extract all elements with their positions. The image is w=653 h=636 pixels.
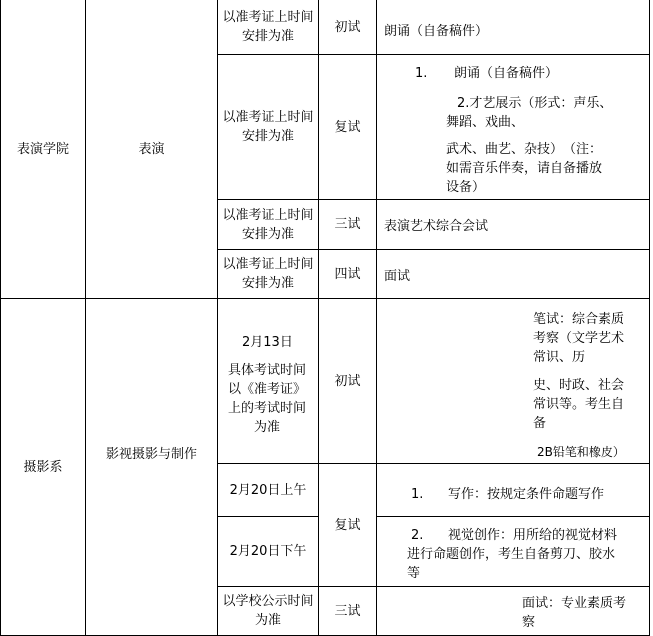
- exam-time: 2月20日下午: [229, 544, 307, 559]
- exam-content: 常识、历: [533, 350, 586, 365]
- college-name: 表演学院: [16, 141, 69, 157]
- time-cell: [218, 200, 318, 249]
- exam-time: 上的考试时间: [228, 401, 307, 416]
- exam-content: 备: [533, 416, 547, 431]
- grid-line: [376, 516, 650, 517]
- exam-time: 以准考证上时间安排为准: [222, 10, 314, 44]
- exam-content: 2B铅笔和橡皮）: [537, 445, 625, 459]
- time-cell: [218, 464, 318, 516]
- exam-content: 进行命题创作，考生自备剪刀、胶水: [407, 547, 616, 562]
- college-cell: [1, 299, 85, 635]
- exam-content: 朗诵（自备稿件）: [454, 66, 559, 81]
- exam-time: 以《准考证》: [228, 382, 307, 397]
- exam-content: 等: [407, 566, 421, 581]
- round-label: 初试: [334, 19, 361, 35]
- exam-content: 朗诵（自备稿件）: [384, 24, 489, 39]
- time-cell: [218, 517, 318, 586]
- exam-content: 考察（文学艺术: [533, 331, 625, 346]
- major-name: 表演: [138, 141, 165, 157]
- exam-content: 写作：按规定条件命题写作: [448, 487, 605, 502]
- round-label: 三试: [334, 217, 361, 232]
- round-cell: [319, 55, 376, 199]
- major-cell: [86, 299, 217, 609]
- item-number: 1.: [411, 487, 424, 502]
- round-label: 复试: [334, 119, 361, 135]
- round-cell: [319, 464, 376, 586]
- exam-content: 武术、曲艺、杂技） （注：: [446, 142, 603, 157]
- exam-content: 察: [522, 615, 536, 630]
- exam-time: 2月20日上午: [229, 482, 307, 498]
- exam-time: 具体考试时间: [228, 363, 307, 378]
- exam-time: 为准: [254, 420, 281, 435]
- time-cell: [218, 55, 318, 199]
- time-cell: [218, 0, 318, 54]
- round-cell: [319, 0, 376, 54]
- exam-time: 以准考证上时间安排为准: [222, 207, 314, 242]
- exam-time: 以准考证上时间安排为准: [222, 110, 314, 144]
- round-label: 初试: [334, 373, 361, 389]
- exam-content: 史、时政、社会: [533, 378, 625, 393]
- exam-content: 舞蹈、戏曲、: [446, 115, 525, 130]
- exam-content: 如需音乐伴奏，请自备播放: [446, 161, 603, 176]
- exam-time: 以准考证上时间安排为准: [222, 257, 314, 291]
- round-label: 复试: [334, 517, 361, 533]
- exam-content: 表演艺术综合会试: [384, 219, 489, 234]
- round-label: 四试: [334, 266, 361, 282]
- grid-line: [376, 0, 377, 636]
- round-cell: [319, 299, 376, 463]
- exam-content: 视觉创作：用所给的视觉材料: [448, 528, 618, 543]
- exam-content: 常识等。考生自: [533, 397, 625, 412]
- exam-time: 以学校公示时间为准: [222, 594, 314, 628]
- round-cell: [319, 587, 376, 635]
- exam-content: 2.才艺展示（形式：声乐、: [457, 96, 613, 111]
- round-cell: [319, 250, 376, 298]
- college-name: 摄影系: [23, 459, 63, 475]
- grid-line: [649, 0, 650, 636]
- exam-time: 2月13日: [242, 335, 293, 350]
- exam-content: 笔试：综合素质: [533, 312, 625, 327]
- round-cell: [319, 200, 376, 249]
- major-cell: [86, 0, 217, 298]
- item-number: 2.: [411, 528, 424, 543]
- major-name: 影视摄影与制作: [105, 446, 197, 462]
- college-cell: [1, 0, 85, 298]
- exam-content: 面试: [384, 269, 411, 284]
- time-cell: [218, 587, 318, 635]
- exam-content: 面试：专业素质考: [522, 596, 627, 611]
- item-number: 1.: [415, 66, 428, 81]
- time-cell: [218, 250, 318, 298]
- round-label: 三试: [334, 603, 361, 619]
- exam-content: 设备）: [446, 180, 486, 195]
